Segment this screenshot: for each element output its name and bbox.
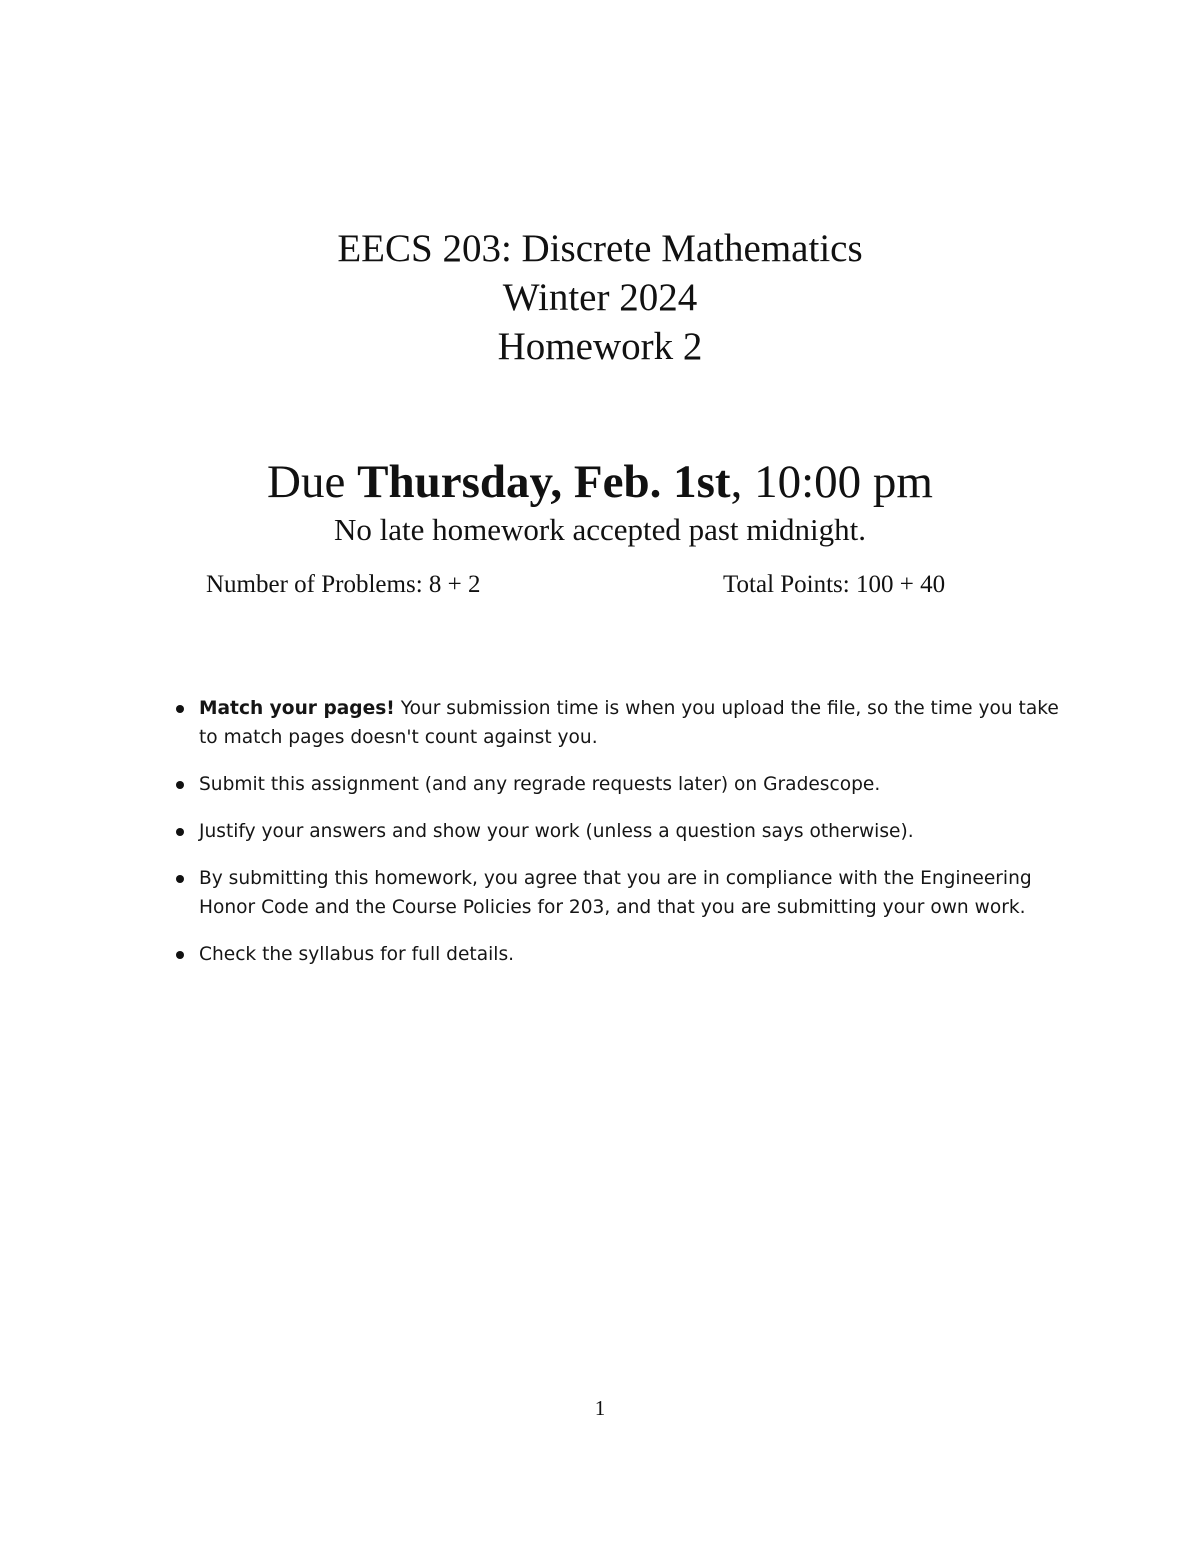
instructions-list [174,694,1064,987]
page-number: 1 [594,1396,606,1420]
instruction-text: Your submission time is when you upload the file, so the time you take to match pages doesn't count against you. [199,698,1059,748]
instruction-text: Check the syllabus for full details. [199,944,515,965]
bullet-icon [176,828,184,836]
instruction-item [174,864,1064,922]
instruction-item [174,817,1064,846]
instruction-text: Justify your answers and show your work (unless a question says otherwise). [199,821,914,842]
bullet-icon [176,781,184,789]
term-title: Winter 2024 [502,276,698,319]
title-block [0,224,1200,371]
instruction-item [174,694,1064,752]
instruction-text: Submit this assignment (and any regrade requests later) on Gradescope. [199,774,881,795]
problem-count: Number of Problems: 8 + 2 [206,571,481,598]
instruction-bold: Match your pages! [199,698,395,719]
late-policy-note: No late homework accepted past midnight. [333,512,866,547]
bullet-icon [176,875,184,883]
instruction-text: By submitting this homework, you agree that you are in compliance with the Engineering Honor Code and the Course Policies for 203, and that you are submitting your own work. [199,868,1032,918]
course-title: EECS 203: Discrete Mathematics [337,227,863,270]
due-date: Thursday, Feb. 1st [357,456,731,508]
bullet-icon [176,951,184,959]
due-prefix: Due [267,456,358,508]
instruction-item [174,940,1064,969]
instruction-item [174,770,1064,799]
due-date-line [0,452,1200,512]
assignment-title: Homework 2 [497,325,703,368]
bullet-icon [176,705,184,713]
total-points: Total Points: 100 + 40 [723,571,946,598]
due-time: , 10:00 pm [730,456,933,508]
